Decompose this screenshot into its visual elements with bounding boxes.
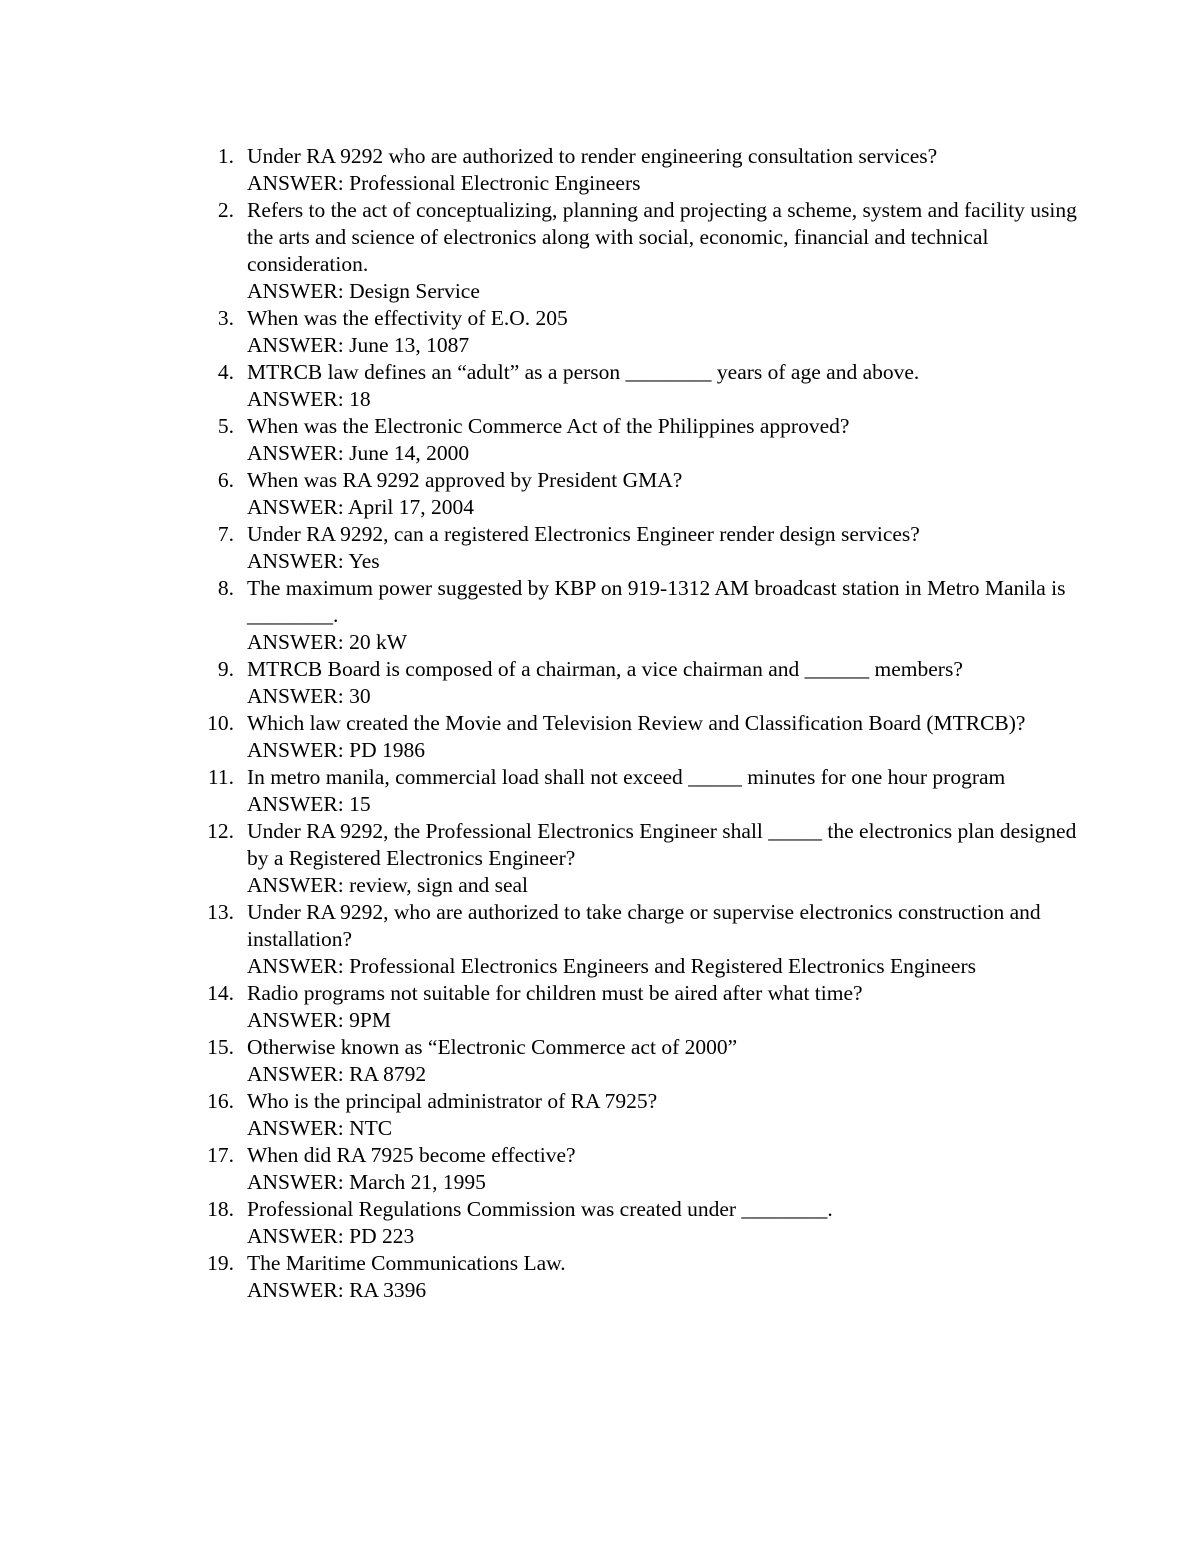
question-number: 3. [217, 306, 234, 330]
list-item [200, 1196, 1080, 1250]
question-number: 1. [217, 144, 234, 168]
list-item [200, 467, 1080, 521]
question-number: 7. [217, 522, 234, 546]
answer-text: ANSWER: June 14, 2000 [247, 441, 470, 465]
question-number: 19. [207, 1251, 234, 1275]
answer-text: ANSWER: PD 1986 [247, 738, 425, 762]
answer-text: ANSWER: 9PM [247, 1008, 391, 1032]
question-text: Professional Regulations Commission was created under ________. [247, 1197, 833, 1221]
list-item [200, 305, 1080, 359]
question-number: 14. [207, 981, 234, 1005]
question-number: 13. [207, 900, 234, 924]
answer-text: ANSWER: review, sign and seal [247, 873, 529, 897]
answer-text: ANSWER: 15 [247, 792, 371, 816]
list-item [200, 710, 1080, 764]
answer-text: ANSWER: Yes [247, 549, 380, 573]
answer-text: ANSWER: March 21, 1995 [247, 1170, 486, 1194]
question-number: 18. [207, 1197, 234, 1221]
list-item [200, 980, 1080, 1034]
question-number: 17. [207, 1143, 234, 1167]
question-text: Which law created the Movie and Television Review and Classification Board (MTRCB)? [247, 711, 1026, 735]
list-item [200, 197, 1080, 305]
answer-text: ANSWER: PD 223 [247, 1224, 415, 1248]
question-number: 8. [217, 576, 234, 600]
list-item [200, 899, 1080, 980]
list-item [200, 818, 1080, 899]
answer-text: ANSWER: April 17, 2004 [247, 495, 474, 519]
list-item [200, 359, 1080, 413]
list-item [200, 413, 1080, 467]
question-text: Who is the principal administrator of RA 7925? [247, 1089, 658, 1113]
question-number: 10. [207, 711, 234, 735]
answer-text: ANSWER: 20 kW [247, 630, 408, 654]
question-text: Radio programs not suitable for children must be aired after what time? [247, 981, 863, 1005]
question-text: MTRCB Board is composed of a chairman, a vice chairman and ______ members? [247, 657, 963, 681]
question-text: When was RA 9292 approved by President GMA? [247, 468, 683, 492]
answer-text: ANSWER: 30 [247, 684, 371, 708]
answer-text: ANSWER: 18 [247, 387, 371, 411]
question-number: 11. [207, 765, 234, 789]
answer-text: ANSWER: Professional Electronics Engineers and Registered Electronics Engineers [247, 954, 977, 978]
question-number: 4. [217, 360, 234, 384]
answer-text: ANSWER: Design Service [247, 279, 480, 303]
question-text: When was the effectivity of E.O. 205 [247, 306, 568, 330]
list-item [200, 1034, 1080, 1088]
answer-text: ANSWER: NTC [247, 1116, 393, 1140]
question-text: Under RA 9292 who are authorized to render engineering consultation services? [247, 144, 938, 168]
list-item [200, 764, 1080, 818]
question-text: Otherwise known as “Electronic Commerce act of 2000” [247, 1035, 738, 1059]
question-text: Under RA 9292, who are authorized to take charge or supervise electronics construction and installation? [247, 900, 1041, 951]
list-item [200, 143, 1080, 197]
question-text: In metro manila, commercial load shall not exceed _____ minutes for one hour program [247, 765, 1006, 789]
question-number: 15. [207, 1035, 234, 1059]
question-number: 9. [217, 657, 234, 681]
question-text: Under RA 9292, the Professional Electronics Engineer shall _____ the electronics plan designed by a Registered Electronics Engineer? [247, 819, 1077, 870]
question-text: The Maritime Communications Law. [247, 1251, 566, 1275]
answer-text: ANSWER: June 13, 1087 [247, 333, 470, 357]
question-text: Under RA 9292, can a registered Electronics Engineer render design services? [247, 522, 920, 546]
question-text: When was the Electronic Commerce Act of the Philippines approved? [247, 414, 850, 438]
list-item [200, 521, 1080, 575]
question-number: 6. [217, 468, 234, 492]
list-item [200, 1250, 1080, 1304]
question-number: 12. [207, 819, 234, 843]
list-item [200, 575, 1080, 656]
answer-text: ANSWER: RA 3396 [247, 1278, 427, 1302]
list-item [200, 1142, 1080, 1196]
list-item [200, 656, 1080, 710]
question-number: 2. [217, 198, 234, 222]
question-text: MTRCB law defines an “adult” as a person ________ years of age and above. [247, 360, 920, 384]
list-item [200, 1088, 1080, 1142]
question-number: 16. [207, 1089, 234, 1113]
question-text: When did RA 7925 become effective? [247, 1143, 576, 1167]
answer-text: ANSWER: Professional Electronic Engineers [247, 171, 641, 195]
question-text: Refers to the act of conceptualizing, planning and projecting a scheme, system and facility using the arts and science of electronics along with social, economic, financial and technical consideration. [247, 198, 1077, 276]
answer-text: ANSWER: RA 8792 [247, 1062, 427, 1086]
question-number: 5. [217, 414, 234, 438]
question-text: The maximum power suggested by KBP on 919-1312 AM broadcast station in Metro Manila is ________. [247, 576, 1066, 627]
question-list [200, 143, 1080, 1304]
